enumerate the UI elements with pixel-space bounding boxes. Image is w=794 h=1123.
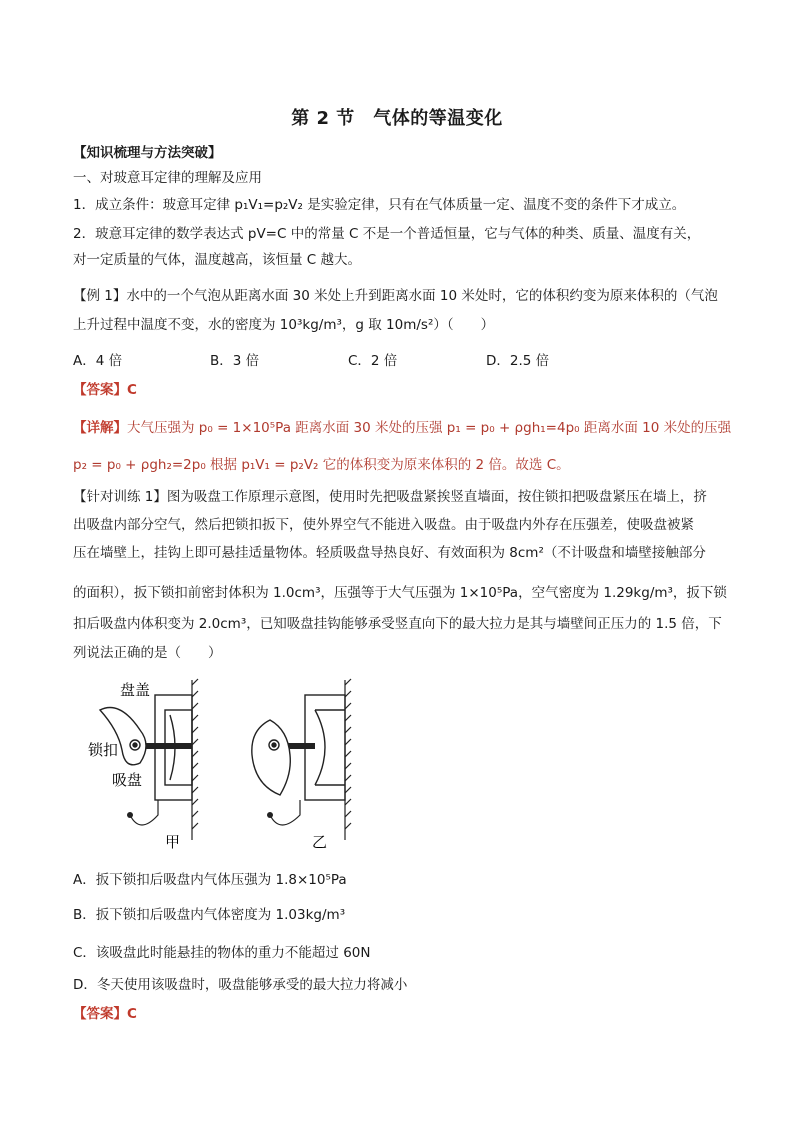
training-1-line-1: 【针对训练 1】图为吸盘工作原理示意图，使用时先把吸盘紧挨竖直墙面，按住锁扣把吸盘紧压在墙上，挤 — [73, 489, 707, 505]
training-1-line-6: 列说法正确的是（ ） — [73, 645, 222, 661]
answer-1-value: C — [127, 382, 137, 398]
hook-right — [270, 800, 300, 825]
detail-line-1 — [73, 418, 733, 438]
detail-line-2: p₂ = p₀ + ρgh₂=2p₀ 根据 p₁V₁ = p₂V₂ 它的体积变为原来体积的 2 倍。故选 C。 — [73, 457, 570, 473]
hook-left — [130, 800, 158, 825]
example-1-line-2: 上升过程中温度不变，水的密度为 10³kg/m³，g 取 10m/s²）（ ） — [73, 317, 495, 333]
training-1-option-c: C．该吸盘此时能悬挂的物体的重力不能超过 60N — [73, 945, 371, 961]
answer-2-label: 【答案】 — [73, 1006, 127, 1022]
page-title: 第 2 节 气体的等温变化 — [291, 108, 503, 129]
lock-handle-right — [252, 720, 290, 795]
section-one-heading: 一、对玻意耳定律的理解及应用 — [73, 170, 262, 186]
example-1-option-b: B．3 倍 — [210, 353, 260, 369]
section-header: 【知识梳理与方法突破】 — [73, 145, 222, 161]
point-2-line-2: 对一定质量的气体，温度越高，该恒量 C 越大。 — [73, 252, 362, 268]
answer-1-label: 【答案】 — [73, 382, 127, 398]
training-1-option-d: D．冬天使用该吸盘时，吸盘能够承受的最大拉力将减小 — [73, 977, 408, 993]
training-1-line-2: 出吸盘内部分空气，然后把锁扣扳下，使外界空气不能进入吸盘。由于吸盘内外存在压强差，使吸盘被紧 — [73, 517, 694, 533]
suction-cup-diagram — [88, 675, 360, 855]
answer-2 — [73, 1004, 733, 1024]
label-jia: 甲 — [165, 833, 181, 851]
example-1-option-c: C．2 倍 — [348, 353, 398, 369]
training-1-line-3: 压在墙壁上，挂钩上即可悬挂适量物体。轻质吸盘导热良好、有效面积为 8cm²（不计吸盘和墙壁接触部分 — [73, 545, 706, 561]
example-1-option-a: A．4 倍 — [73, 353, 123, 369]
label-cup: 吸盘 — [112, 771, 143, 789]
training-1-line-4: 的面积），扳下锁扣前密封体积为 1.0cm³，压强等于大气压强为 1×10⁵Pa，空气密度为 1.29kg/m³，扳下锁 — [73, 585, 727, 601]
detail-text-1: 大气压强为 p₀ = 1×10⁵Pa 距离水面 30 米处的压强 p₁ = p₀ + ρgh₁=4p₀ 距离水面 10 米处的压强 — [127, 420, 732, 436]
hook-knob-left — [127, 812, 133, 818]
training-1-option-b: B．扳下锁扣后吸盘内气体密度为 1.03kg/m³ — [73, 907, 346, 923]
label-cover: 盘盖 — [120, 681, 151, 699]
answer-1 — [73, 380, 733, 400]
wall-right — [345, 679, 351, 840]
point-1: 1．成立条件：玻意耳定律 p₁V₁=p₂V₂ 是实验定律，只有在气体质量一定、温度不变的条件下才成立。 — [73, 197, 686, 213]
answer-2-value: C — [127, 1006, 137, 1022]
wall-left — [192, 679, 198, 840]
point-2-line-1: 2．玻意耳定律的数学表达式 pV=C 中的常量 C 不是一个普适恒量，它与气体的种类、质量、温度有关， — [73, 226, 701, 242]
hook-knob-right — [267, 812, 273, 818]
detail-label: 【详解】 — [73, 420, 127, 436]
example-1-option-d: D．2.5 倍 — [486, 353, 550, 369]
training-1-option-a: A．扳下锁扣后吸盘内气体压强为 1.8×10⁵Pa — [73, 872, 347, 888]
training-1-line-5: 扣后吸盘内体积变为 2.0cm³，已知吸盘挂钩能够承受竖直向下的最大拉力是其与墙壁间正压力的 1.5 倍，下 — [73, 616, 722, 632]
label-lock: 锁扣 — [88, 741, 119, 759]
example-1-line-1: 【例 1】水中的一个气泡从距离水面 30 米处上升到距离水面 10 米处时，它的体积约变为原来体积的（气泡 — [73, 288, 718, 304]
label-yi: 乙 — [312, 833, 328, 851]
